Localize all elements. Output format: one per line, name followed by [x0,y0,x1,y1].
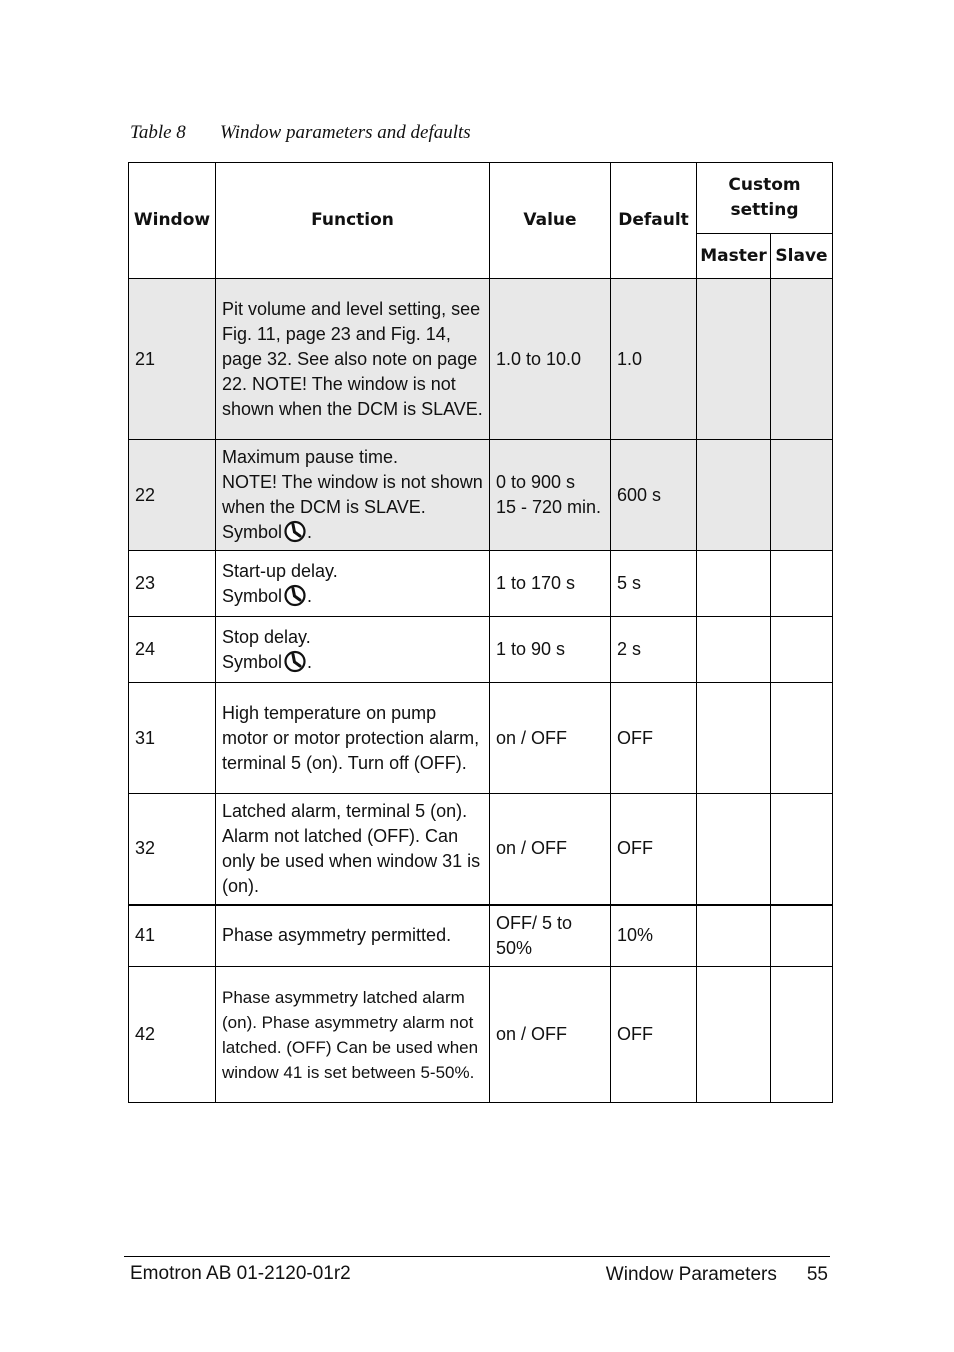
cell-window: 31 [129,683,216,794]
cell-value: on / OFF [490,967,611,1103]
cell-master [697,967,771,1103]
cell-value: OFF/ 5 to 50% [490,905,611,967]
header-default: Default [611,163,697,279]
cell-master [697,617,771,683]
cell-slave [771,440,833,551]
cell-slave [771,279,833,440]
cell-master [697,794,771,905]
table-row [129,683,833,794]
window-parameters-table [128,162,833,1103]
footer-right [606,1264,828,1286]
cell-function: Phase asymmetry permitted. [216,905,490,967]
cell-value: 0 to 900 s 15 - 720 min. [490,440,611,551]
header-window: Window [129,163,216,279]
cell-window: 32 [129,794,216,905]
cell-default: OFF [611,967,697,1103]
cell-default: 600 s [611,440,697,551]
clock-symbol-icon [284,649,306,673]
cell-master [697,279,771,440]
cell-default: 5 s [611,551,697,617]
clock-symbol-icon [284,583,306,607]
footer-document-id: Emotron AB 01-2120-01r2 [130,1263,351,1284]
cell-slave [771,794,833,905]
footer-section-title: Window Parameters [605,1264,777,1285]
cell-window: 42 [129,967,216,1103]
cell-slave [771,551,833,617]
header-function: Function [216,163,490,279]
cell-window: 23 [129,551,216,617]
cell-window: 24 [129,617,216,683]
cell-master [697,683,771,794]
header-value: Value [490,163,611,279]
cell-default: 1.0 [611,279,697,440]
cell-master [697,551,771,617]
table-row [129,551,833,617]
cell-value: 1 to 90 s [490,617,611,683]
table-row [129,440,833,551]
cell-slave [771,967,833,1103]
cell-slave [771,905,833,967]
page-number: 55 [806,1264,828,1285]
cell-function: Latched alarm, terminal 5 (on). Alarm not latched (OFF). Can only be used when window 31 is (on). [216,794,490,905]
cell-value: 1.0 to 10.0 [490,279,611,440]
cell-master [697,440,771,551]
header-slave: Slave [771,234,833,279]
cell-function: Stop delay. Symbol . [216,617,490,683]
cell-function: Phase asymmetry latched alarm (on). Phase asymmetry alarm not latched. (OFF) Can be used when window 41 is set between 5-50%. [216,967,490,1103]
header-row [129,163,833,234]
cell-value: on / OFF [490,683,611,794]
header-master: Master [697,234,771,279]
cell-slave [771,683,833,794]
table-row [129,967,833,1103]
cell-default: 2 s [611,617,697,683]
cell-value: 1 to 170 s [490,551,611,617]
table-row [129,279,833,440]
table-title: Window parameters and defaults [220,122,471,143]
table-row [129,794,833,905]
table-row [129,905,833,967]
clock-symbol-icon [284,519,306,543]
cell-function: Start-up delay. Symbol . [216,551,490,617]
cell-window: 21 [129,279,216,440]
cell-master [697,905,771,967]
cell-function: Maximum pause time. NOTE! The window is not shown when the DCM is SLAVE. Symbol . [216,440,490,551]
cell-window: 41 [129,905,216,967]
cell-function: High temperature on pump motor or motor protection alarm, terminal 5 (on). Turn off (OFF). [216,683,490,794]
table-caption [130,122,471,144]
cell-default: 10% [611,905,697,967]
cell-default: OFF [611,794,697,905]
cell-function: Pit volume and level setting, see Fig. 11, page 23 and Fig. 14, page 32. See also note on page 22. NOTE! The window is not shown when the DCM is SLAVE. [216,279,490,440]
header-custom-setting: Custom setting [697,163,833,234]
footer-rule [124,1256,830,1257]
cell-value: on / OFF [490,794,611,905]
cell-default: OFF [611,683,697,794]
table-number: Table 8 [130,122,186,143]
cell-slave [771,617,833,683]
table-row [129,617,833,683]
cell-window: 22 [129,440,216,551]
